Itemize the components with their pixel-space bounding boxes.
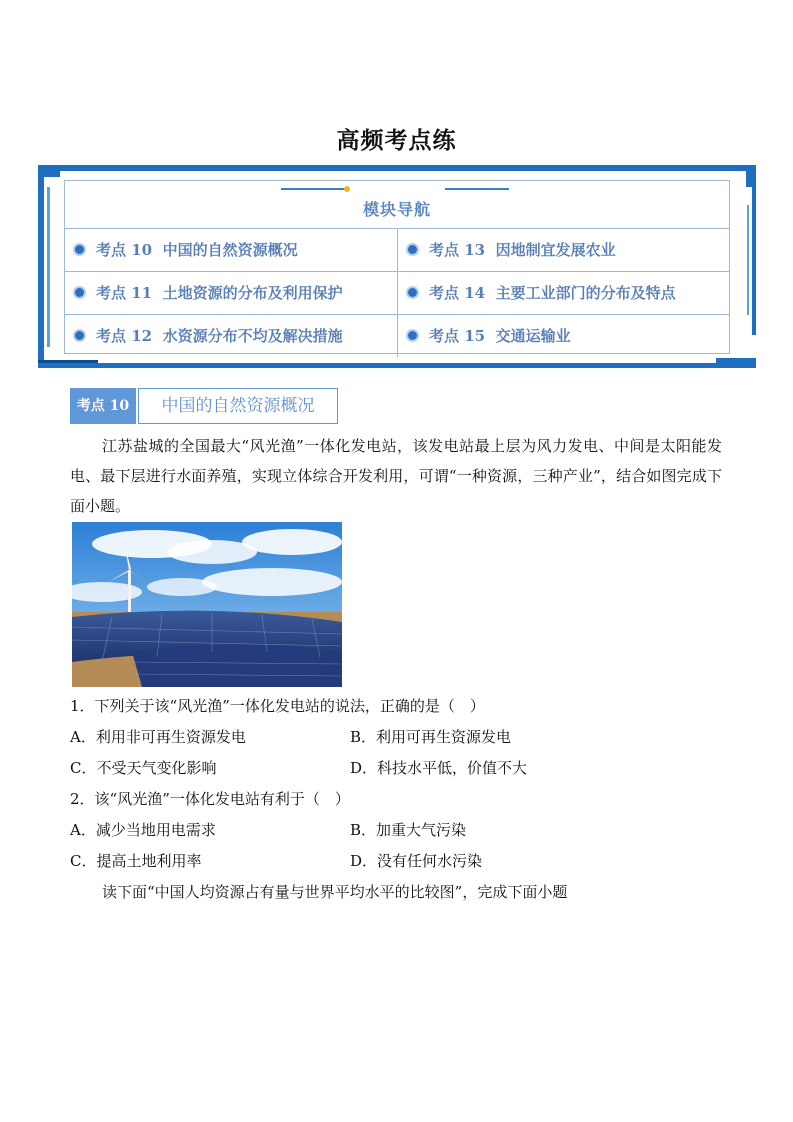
nav-header <box>65 181 729 229</box>
module-navigation <box>64 180 730 354</box>
q1-option-b[interactable]: B．利用可再生资源发电 <box>350 728 512 746</box>
bullet-icon <box>406 329 419 342</box>
nav-item-14[interactable]: 考点 14 主要工业部门的分布及特点 <box>398 272 729 314</box>
outro-text: 读下面“中国人均资源占有量与世界平均水平的比较图”，完成下面小题 <box>102 883 568 901</box>
nav-item-10[interactable]: 考点 10 中国的自然资源概况 <box>65 229 398 271</box>
q2-option-a[interactable]: A．减少当地用电需求 <box>70 821 216 839</box>
nav-header-title: 模块导航 <box>362 200 431 219</box>
nav-item-13[interactable]: 考点 13 因地制宜发展农业 <box>398 229 729 271</box>
page-title: 高频考点练 <box>336 127 457 154</box>
bullet-icon <box>406 286 419 299</box>
q1-option-a[interactable]: A．利用非可再生资源发电 <box>70 728 246 746</box>
nav-item-11[interactable]: 考点 11 土地资源的分布及利用保护 <box>65 272 398 314</box>
q1-option-c[interactable]: C．不受天气变化影响 <box>70 759 217 777</box>
question-1-stem: 1．下列关于该“风光渔”一体化发电站的说法，正确的是（ ） <box>70 697 485 715</box>
bullet-icon <box>73 243 86 256</box>
intro-paragraph: 江苏盐城的全国最大“风光渔”一体化发电站，该发电站最上层为风力发电、中间是太阳能发电、最下层进行水面养殖，实现立体综合开发利用，可谓“一种资源，三种产业”，结合如图完成下面小题。 <box>70 437 722 515</box>
bullet-icon <box>73 286 86 299</box>
bullet-icon <box>406 243 419 256</box>
section-title: 中国的自然资源概况 <box>138 388 338 424</box>
question-2-stem: 2．该“风光渔”一体化发电站有利于（ ） <box>70 790 350 808</box>
bullet-icon <box>73 329 86 342</box>
nav-item-15[interactable]: 考点 15 交通运输业 <box>398 315 729 357</box>
q2-option-c[interactable]: C．提高土地利用率 <box>70 852 202 870</box>
solar-wind-photo <box>72 522 342 687</box>
q1-option-d[interactable]: D．科技水平低，价值不大 <box>350 759 528 777</box>
section-number: 考点 10 <box>70 388 136 424</box>
q2-option-d[interactable]: D．没有任何水污染 <box>350 852 483 870</box>
q2-option-b[interactable]: B．加重大气污染 <box>350 821 467 839</box>
nav-item-12[interactable]: 考点 12 水资源分布不均及解决措施 <box>65 315 398 357</box>
